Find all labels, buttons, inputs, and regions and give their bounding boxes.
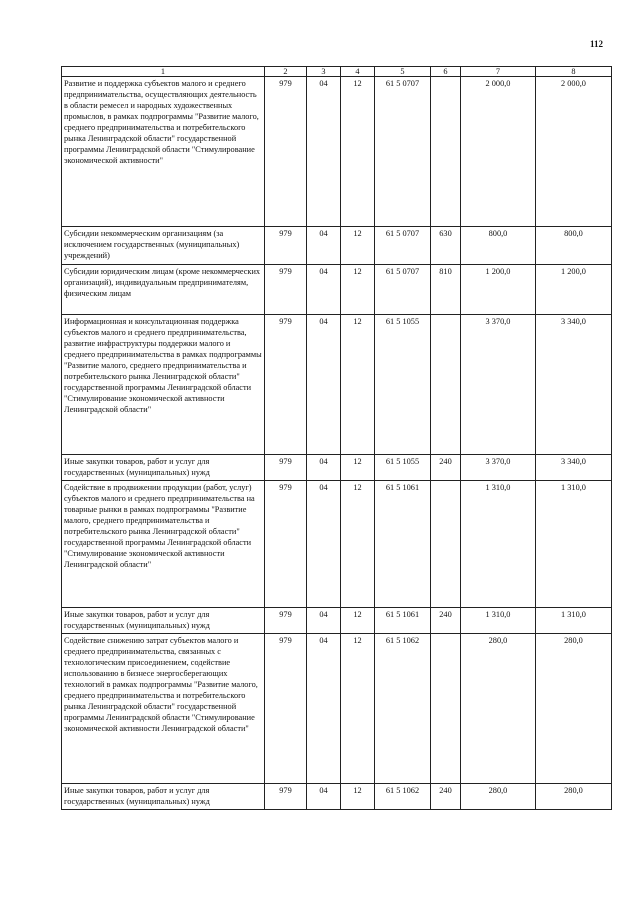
row-description: Иные закупки товаров, работ и услуг для государственных (муниципальных) нужд (62, 608, 265, 634)
header-cell: 2 (265, 67, 307, 77)
cell-target-code: 61 5 0707 (375, 227, 431, 265)
row-description: Информационная и консультационная поддержка субъектов малого и среднего предпринимательства, развитие инфраструктуры поддержки малого и среднего предпринимательства в рамках подпрограммы "Развитие малого, среднего предпринимательства и потребительского рынка Ленинградской области" государственной программы Ленинградской области "Стимулирование экономической активности Ленинградской области" (62, 315, 265, 455)
cell-section: 04 (307, 634, 341, 784)
cell-target-code: 61 5 0707 (375, 265, 431, 315)
cell-subsection: 12 (341, 608, 375, 634)
cell-amount-1: 1 310,0 (461, 481, 536, 608)
cell-ministry-code: 979 (265, 608, 307, 634)
cell-subsection: 12 (341, 784, 375, 810)
cell-expense-type (431, 481, 461, 608)
cell-target-code: 61 5 1055 (375, 455, 431, 481)
table-row (62, 227, 612, 265)
table-row (62, 455, 612, 481)
table-row (62, 634, 612, 784)
header-cell: 5 (375, 67, 431, 77)
header-cell: 8 (536, 67, 612, 77)
cell-section: 04 (307, 315, 341, 455)
cell-target-code: 61 5 1061 (375, 481, 431, 608)
cell-amount-1: 3 370,0 (461, 455, 536, 481)
header-row (62, 67, 612, 77)
cell-amount-2: 1 200,0 (536, 265, 612, 315)
cell-amount-2: 3 340,0 (536, 455, 612, 481)
table-row (62, 608, 612, 634)
cell-amount-2: 1 310,0 (536, 608, 612, 634)
cell-target-code: 61 5 1062 (375, 784, 431, 810)
cell-amount-1: 3 370,0 (461, 315, 536, 455)
header-cell: 4 (341, 67, 375, 77)
cell-amount-1: 2 000,0 (461, 77, 536, 227)
cell-section: 04 (307, 608, 341, 634)
cell-ministry-code: 979 (265, 315, 307, 455)
table-row (62, 784, 612, 810)
cell-amount-1: 1 310,0 (461, 608, 536, 634)
row-description: Субсидии юридическим лицам (кроме некоммерческих организаций), индивидуальным предпринимателям, физическим лицам (62, 265, 265, 315)
cell-section: 04 (307, 455, 341, 481)
cell-subsection: 12 (341, 455, 375, 481)
cell-ministry-code: 979 (265, 455, 307, 481)
table-row (62, 265, 612, 315)
cell-expense-type (431, 634, 461, 784)
page-number: 112 (589, 39, 603, 49)
cell-ministry-code: 979 (265, 634, 307, 784)
cell-expense-type: 810 (431, 265, 461, 315)
header-cell: 3 (307, 67, 341, 77)
cell-amount-2: 1 310,0 (536, 481, 612, 608)
row-description: Содействие в продвижении продукции (работ, услуг) субъектов малого и среднего предпринимательства на товарные рынки в рамках подпрограммы "Развитие малого, среднего предпринимательства и потребительского рынка Ленинградской области" государственной программы Ленинградской области "Стимулирование экономической активности Ленинградской области" (62, 481, 265, 608)
cell-amount-2: 3 340,0 (536, 315, 612, 455)
cell-amount-1: 280,0 (461, 634, 536, 784)
table-row (62, 315, 612, 455)
cell-subsection: 12 (341, 481, 375, 608)
cell-expense-type: 240 (431, 608, 461, 634)
cell-amount-2: 280,0 (536, 634, 612, 784)
cell-subsection: 12 (341, 634, 375, 784)
cell-target-code: 61 5 1061 (375, 608, 431, 634)
table-row (62, 481, 612, 608)
header-cell: 6 (431, 67, 461, 77)
cell-target-code: 61 5 1062 (375, 634, 431, 784)
row-description: Иные закупки товаров, работ и услуг для государственных (муниципальных) нужд (62, 784, 265, 810)
cell-target-code: 61 5 0707 (375, 77, 431, 227)
cell-ministry-code: 979 (265, 784, 307, 810)
cell-expense-type: 240 (431, 455, 461, 481)
cell-expense-type: 240 (431, 784, 461, 810)
cell-subsection: 12 (341, 227, 375, 265)
cell-amount-2: 280,0 (536, 784, 612, 810)
cell-section: 04 (307, 481, 341, 608)
cell-section: 04 (307, 265, 341, 315)
row-description: Иные закупки товаров, работ и услуг для государственных (муниципальных) нужд (62, 455, 265, 481)
cell-subsection: 12 (341, 77, 375, 227)
cell-subsection: 12 (341, 315, 375, 455)
cell-amount-1: 280,0 (461, 784, 536, 810)
cell-ministry-code: 979 (265, 265, 307, 315)
cell-amount-1: 800,0 (461, 227, 536, 265)
header-cell: 1 (62, 67, 265, 77)
budget-table (61, 66, 612, 810)
cell-expense-type (431, 315, 461, 455)
cell-target-code: 61 5 1055 (375, 315, 431, 455)
table-row (62, 77, 612, 227)
cell-section: 04 (307, 784, 341, 810)
cell-amount-2: 800,0 (536, 227, 612, 265)
cell-subsection: 12 (341, 265, 375, 315)
cell-ministry-code: 979 (265, 481, 307, 608)
cell-amount-1: 1 200,0 (461, 265, 536, 315)
row-description: Развитие и поддержка субъектов малого и среднего предпринимательства, осуществляющих деятельность в области ремесел и народных художественных промыслов, в рамках подпрограммы "Развитие малого, среднего предпринимательства и потребительского рынка Ленинградской области" государственной программы Ленинградской области "Стимулирование экономической активности" (62, 77, 265, 227)
cell-ministry-code: 979 (265, 77, 307, 227)
cell-section: 04 (307, 227, 341, 265)
cell-expense-type: 630 (431, 227, 461, 265)
cell-amount-2: 2 000,0 (536, 77, 612, 227)
row-description: Субсидии некоммерческим организациям (за исключением государственных (муниципальных) учреждений) (62, 227, 265, 265)
row-description: Содействие снижению затрат субъектов малого и среднего предпринимательства, связанных с технологическим присоединением, содействие использованию в бизнесе энергосберегающих технологий в рамках подпрограммы "Развитие малого, среднего предпринимательства и потребительского рынка Ленинградской области" государственной программы Ленинградской области "Стимулирование экономической активности Ленинградской области" (62, 634, 265, 784)
cell-ministry-code: 979 (265, 227, 307, 265)
header-cell: 7 (461, 67, 536, 77)
cell-expense-type (431, 77, 461, 227)
cell-section: 04 (307, 77, 341, 227)
